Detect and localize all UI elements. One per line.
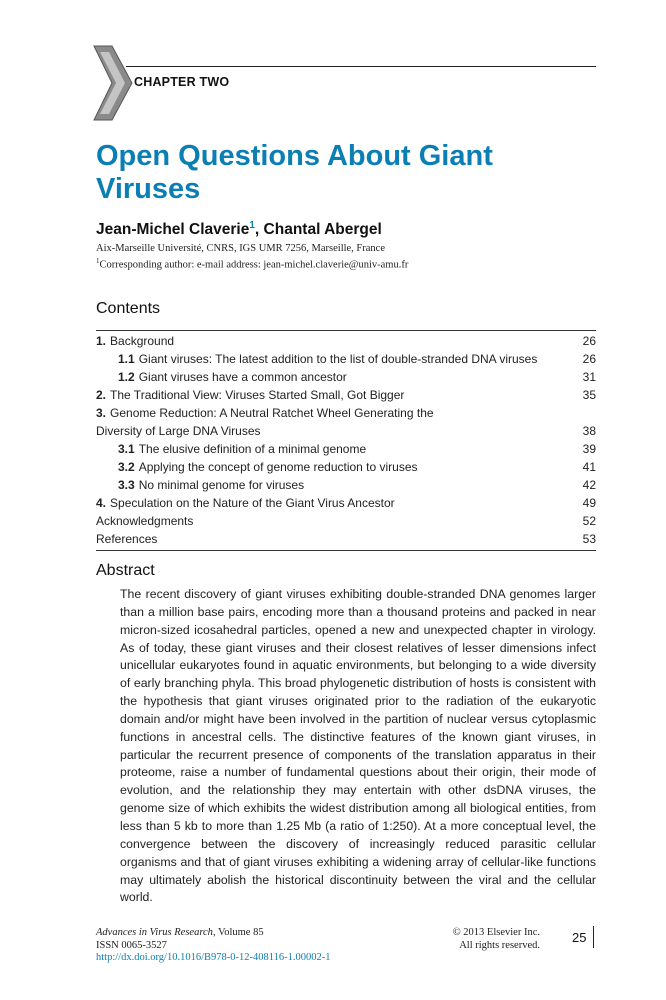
toc-entry[interactable] [96,332,596,350]
corresponding-author-text: Corresponding author: e-mail address: jean-michel.claverie@univ-amu.fr [99,259,409,271]
toc-entry-title: Giant viruses have a common ancestor [138,370,347,384]
issn: ISSN 0065-3527 [96,939,167,951]
footnote-mark: 1 [96,257,100,265]
copyright-block [420,927,540,952]
journal-info [96,927,331,965]
toc-entry[interactable] [96,458,596,476]
journal-line [96,927,331,940]
rights-reserved: All rights reserved. [459,939,540,951]
toc-entry-number: 2. [96,388,107,402]
toc-entry-page: 35 [582,388,596,402]
authors [96,220,382,239]
toc-entry-page: 26 [582,352,596,366]
toc-entry[interactable] [96,440,596,458]
toc-entry-title: Diversity of Large DNA Viruses [96,424,261,438]
toc-entry-number: 3. [96,406,107,420]
contents-heading: Contents [96,300,161,317]
toc-entry-page [568,404,596,422]
toc-entry-title: The elusive definition of a minimal genome [138,442,367,456]
chapter-rule [126,66,596,67]
toc-entry-number: 1.2 [118,370,135,384]
author-footnote-mark[interactable]: 1 [249,220,255,231]
affiliation-line: Aix-Marseille Université, CNRS, IGS UMR 7256, Marseille, France [96,243,386,254]
toc-entry-page: 42 [582,478,596,492]
toc-entry[interactable] [96,404,596,422]
doi-link[interactable]: http://dx.doi.org/10.1016/B978-0-12-408116-1.00002-1 [96,952,331,963]
toc-entry[interactable] [96,350,596,368]
toc-entry-title: Giant viruses: The latest addition to the list of double-stranded DNA viruses [138,352,538,366]
toc-entry[interactable] [96,494,596,512]
toc-entry-number: 1.1 [118,352,135,366]
toc-entry-title: Genome Reduction: A Neutral Ratchet Wheel Generating the [110,406,434,420]
toc-entry-page: 31 [582,370,596,384]
toc-entry-title: Background [110,334,175,348]
toc-entry-number: 1. [96,334,107,348]
affiliation [96,242,408,272]
toc-entry-page: 49 [582,496,596,510]
toc-entry-continuation[interactable] [96,422,596,440]
toc-entry-page: 38 [582,424,596,438]
toc-entry[interactable] [96,386,596,404]
toc-entry[interactable] [96,512,596,530]
toc-entry[interactable] [96,476,596,494]
toc-entry[interactable] [96,368,596,386]
chapter-chevron-icon [92,44,134,122]
table-of-contents [96,330,596,551]
chapter-label: CHAPTER TWO [134,75,230,89]
abstract-heading: Abstract [96,562,155,579]
page-number: 25 [572,930,587,945]
author-separator: , [254,221,264,239]
toc-entry-page: 41 [582,460,596,474]
toc-entry[interactable] [96,530,596,548]
toc-entry-page: 52 [582,514,596,528]
toc-entry-title: References [96,532,158,546]
toc-entry-number: 3.1 [118,442,135,456]
toc-entry-page: 53 [582,532,596,546]
paper-title: Open Questions About Giant Viruses [96,140,493,205]
abstract-body: The recent discovery of giant viruses exhibiting double-stranded DNA genomes larger than a million base pairs, encoding more than a thousand proteins and packed in near micron-sized icosahedral particles, opened a new and unexpected chapter in virology. As of today, these giant viruses and their closest relatives of lesser dimensions infect unicellular eukaryotes found in aquatic environments, but belonging to a wide diversity of early branching phyla. This broad phylogenetic distribution of hosts is consistent with the hypothesis that giant viruses originated prior to the radiation of the eukaryotic domain and/or might have been involved in the partition of nuclear versus cytoplasmic functions in ancestral cells. The distinctive features of the known giant viruses, in particular the recurrent presence of components of the translation apparatus in their proteome, raise a number of fundamental questions about their origin, their mode of evolution, and the relationship they may entertain with other dsDNA viruses, the genome size of which exhibits the widest distribution among all biological entities, from less than 5 kb to more than 1.25 Mb (a ratio of 1:250). At a more conceptual level, the convergence between the discovery of increasingly reduced parasitic cellular organisms and that of giant viruses exhibiting a widening array of cellular-like functions may ultimately abolish the historical discontinuity between the viral and the cellular world. [120,587,596,905]
toc-entry-page: 26 [582,334,596,348]
toc-entry-number: 4. [96,496,107,510]
author-name: Chantal Abergel [263,221,382,239]
toc-entry-page: 39 [582,442,596,456]
journal-name: Advances in Virus Research [96,927,213,938]
toc-entry-title: Speculation on the Nature of the Giant Virus Ancestor [110,496,395,510]
toc-entry-title: The Traditional View: Viruses Started Small, Got Bigger [110,388,405,402]
page-number-rule [593,926,594,948]
toc-entry-title: Acknowledgments [96,514,194,528]
corresponding-author-note [96,255,408,272]
author-name: Jean-Michel Claverie [96,221,250,239]
copyright: © 2013 Elsevier Inc. [452,927,540,938]
toc-entry-title: Applying the concept of genome reduction to viruses [138,460,418,474]
journal-volume: , Volume 85 [212,927,264,938]
toc-entry-number: 3.3 [118,478,135,492]
toc-entry-title: No minimal genome for viruses [138,478,305,492]
toc-entry-number: 3.2 [118,460,135,474]
